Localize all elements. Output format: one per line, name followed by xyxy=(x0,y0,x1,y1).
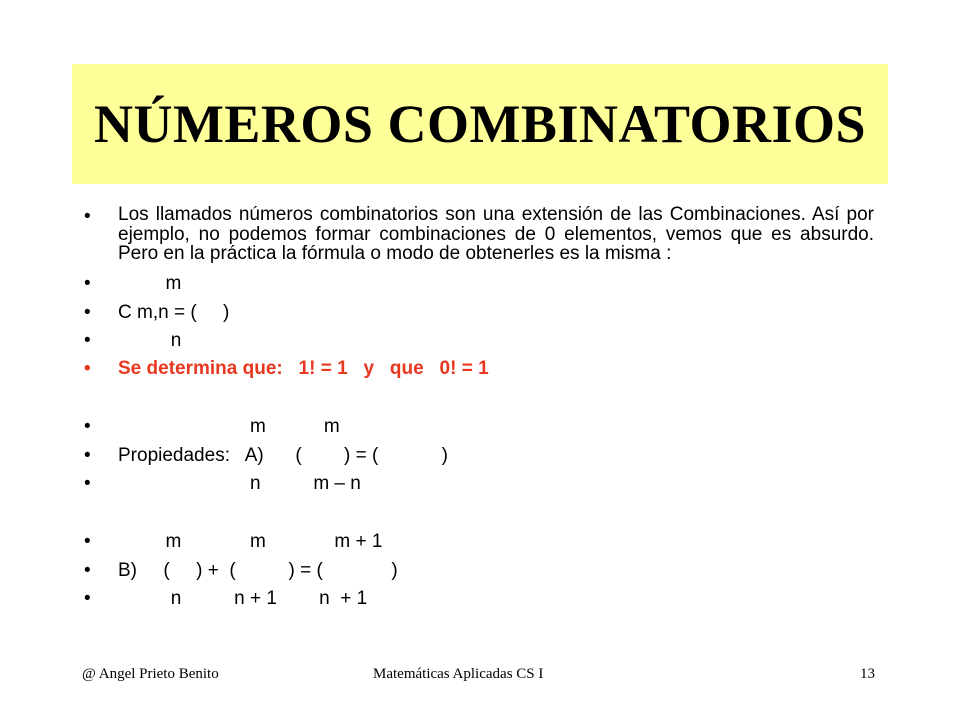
list-item xyxy=(84,329,874,357)
bullet-icon: • xyxy=(84,444,91,466)
formula-cmn: C m,n = ( ) xyxy=(118,301,230,323)
list-item xyxy=(84,587,874,615)
bullet-icon: • xyxy=(84,415,91,437)
formula-bottom-n: n xyxy=(118,329,182,351)
list-item xyxy=(84,559,874,587)
list-item xyxy=(84,472,874,530)
list-item xyxy=(84,530,874,559)
title-box xyxy=(72,64,888,184)
property-a: Propiedades: A) ( ) = ( ) xyxy=(118,444,448,466)
bullet-icon: • xyxy=(84,530,91,552)
page-title: NÚMEROS COMBINATORIOS xyxy=(93,94,867,154)
footer xyxy=(0,666,960,688)
property-b: B) ( ) + ( ) = ( ) xyxy=(118,559,398,581)
bullet-list xyxy=(84,205,874,615)
property-b-bottom: n n + 1 n + 1 xyxy=(118,587,368,609)
property-a-bottom: n m – n xyxy=(118,472,361,494)
property-a-top: m m xyxy=(118,415,340,437)
bullet-icon: • xyxy=(84,272,91,294)
bullet-icon: • xyxy=(84,587,91,609)
bullet-icon: • xyxy=(84,329,91,351)
factorial-rule: Se determina que: 1! = 1 y que 0! = 1 xyxy=(118,357,489,379)
list-item xyxy=(84,301,874,329)
list-item xyxy=(84,444,874,472)
property-b-top: m m m + 1 xyxy=(118,530,383,552)
bullet-icon: • xyxy=(84,301,91,323)
footer-page-number: 13 xyxy=(860,666,875,682)
formula-top-m: m xyxy=(118,272,182,294)
bullet-icon: • xyxy=(84,357,91,379)
intro-text: Los llamados números combinatorios son una extensión de las Combinaciones. Así por ejemplo, no podemos formar combinaciones de 0 elementos, vemos que es absurdo. Pero en la práctica la fórmula o modo de obtenerles es la misma : xyxy=(118,204,874,264)
footer-course: Matemáticas Aplicadas CS I xyxy=(373,666,544,682)
bullet-icon: • xyxy=(84,206,91,227)
list-item xyxy=(84,357,874,415)
bullet-icon: • xyxy=(84,559,91,581)
list-item xyxy=(84,272,874,301)
footer-author: @ Angel Prieto Benito xyxy=(82,666,219,682)
intro-paragraph xyxy=(84,205,874,264)
bullet-icon: • xyxy=(84,472,91,494)
list-item xyxy=(84,415,874,444)
